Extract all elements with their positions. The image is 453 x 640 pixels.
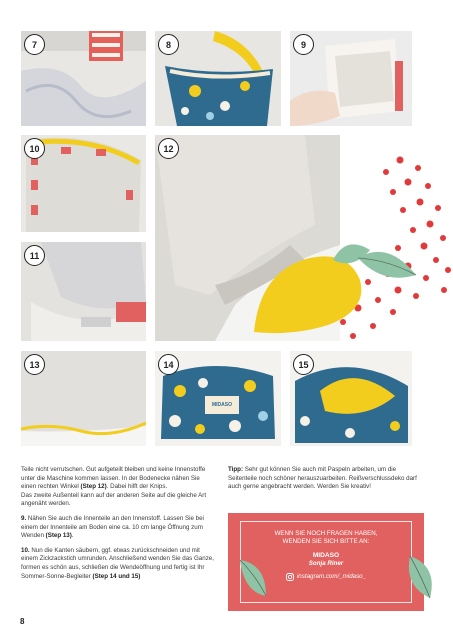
leaf-decoration-right xyxy=(400,552,440,602)
instagram-handle[interactable]: instagram.com/_midaso_ xyxy=(296,573,367,580)
step-11-photo xyxy=(21,242,146,341)
step-badge: 10 xyxy=(24,138,45,159)
step-14-photo xyxy=(155,351,281,446)
contact-brand: MIDASO xyxy=(312,552,340,559)
instagram-icon xyxy=(286,573,294,581)
paragraph-step-10: 10. Nun die Kanten säubern, ggf. etwas zurückschneiden und mit einem Zickzackstich umrunden. Anschließend wenden Sie das Ganze, formen es schön aus, schließen die Wendeöffnung und fertig ist Ihr Sommer-Sonne-Begleiter (Step 14 und 15) xyxy=(21,546,214,580)
step-badge: 14 xyxy=(158,354,179,375)
step-13-photo xyxy=(21,351,146,446)
step-7-photo xyxy=(21,31,146,126)
paragraph-step-9: 9. Nähen Sie auch die Innenteile an den Innenstoff. Lassen Sie bei einem der Innenteile am Boden eine ca. 10 cm lange Öffnung zum Wenden (Step 13). xyxy=(21,514,204,540)
step-8-photo xyxy=(155,31,281,126)
paragraph-step-8-cont: Teile nicht verrutschen. Gut aufgeteilt bleiben und keine Innenstoffe unter die Maschine kommen lassen. In der Bodenecke nähen Sie einen rechten Winkel (Step 12). Dabei hilft der Knips. Das zweite Außenteil kann auf der anderen Seite auf die gleiche Art angenäht werden. xyxy=(21,466,207,508)
leaf-decoration-left xyxy=(236,556,272,606)
instructions-left-column xyxy=(21,466,216,587)
step-9-photo xyxy=(290,31,412,126)
contact-name: Sonja Riner xyxy=(308,560,344,567)
contact-line-2: WENDEN SIE SICH BITTE AN: xyxy=(282,538,370,545)
bag-label: MIDASO xyxy=(212,402,232,408)
tip-paragraph: Tipp: Sehr gut können Sie auch mit Paspeln arbeiten, um die Seitenteile noch schöner herauszuarbeiten. Reißverschlussdeko darf auch gerne angebracht werden. Werden Sie kreativ! xyxy=(228,466,417,491)
step-badge: 8 xyxy=(158,34,179,55)
page-number: 8 xyxy=(20,617,25,626)
tip-label: Tipp: xyxy=(228,466,244,473)
step-badge: 12 xyxy=(158,138,179,159)
lemon-decoration xyxy=(248,150,453,340)
step-badge: 11 xyxy=(24,245,45,266)
step-badge: 9 xyxy=(293,34,314,55)
contact-line-1: WENN SIE NOCH FRAGEN HABEN, xyxy=(274,530,378,537)
step-badge: 7 xyxy=(24,34,45,55)
step-badge: 13 xyxy=(24,354,45,375)
step-15-photo xyxy=(290,351,412,446)
step-badge: 15 xyxy=(293,354,314,375)
step-10-photo xyxy=(21,135,146,232)
